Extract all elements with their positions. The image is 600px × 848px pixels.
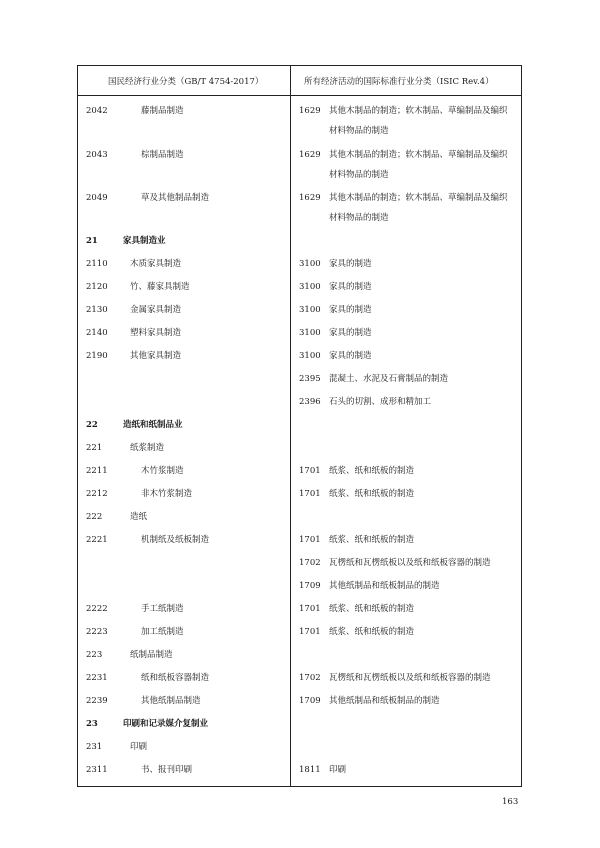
name: 木质家具制造 <box>130 259 182 269</box>
code: 231 <box>86 742 103 752</box>
name: 纸制品制造 <box>130 650 173 660</box>
isic-code: 1811 <box>299 765 321 775</box>
name: 金属家具制造 <box>130 305 182 315</box>
name: 机制纸及纸板制造 <box>141 535 210 545</box>
table-header <box>78 66 521 96</box>
name: 书、报刊印刷 <box>141 765 193 775</box>
code: 2110 <box>86 259 108 269</box>
isic-code: 1701 <box>299 466 321 476</box>
name: 其他纸制品制造 <box>141 696 201 706</box>
name: 印刷和记录媒介复制业 <box>123 719 209 729</box>
isic-name: 纸浆、纸和纸板的制造 <box>329 627 415 637</box>
isic-name: 瓦楞纸和瓦楞纸板以及纸和纸板容器的制造 <box>329 673 491 683</box>
isic-name: 家具的制造 <box>329 282 372 292</box>
page-number: 163 <box>502 797 519 807</box>
code: 2140 <box>86 328 108 338</box>
code: 2239 <box>86 696 108 706</box>
isic-code: 3100 <box>299 259 321 269</box>
isic-code: 1709 <box>299 696 321 706</box>
code: 21 <box>86 236 98 246</box>
isic-name: 家具的制造 <box>329 328 372 338</box>
isic-code: 1709 <box>299 581 321 591</box>
isic-name: 纸浆、纸和纸板的制造 <box>329 489 415 499</box>
isic-name: 瓦楞纸和瓦楞纸板以及纸和纸板容器的制造 <box>329 558 491 568</box>
name: 木竹浆制造 <box>141 466 184 476</box>
isic-code: 2395 <box>299 374 321 384</box>
code: 2043 <box>86 150 108 160</box>
isic-name: 其他纸制品和纸板制品的制造 <box>329 581 440 591</box>
isic-code: 1701 <box>299 627 321 637</box>
code: 222 <box>86 512 103 522</box>
isic-name: 家具的制造 <box>329 351 372 361</box>
name: 加工纸制造 <box>141 627 184 637</box>
name: 草及其他制品制造 <box>141 193 210 203</box>
isic-code: 2396 <box>299 397 321 407</box>
name: 纸和纸板容器制造 <box>141 673 210 683</box>
code: 2231 <box>86 673 108 683</box>
column-divider <box>290 66 291 786</box>
isic-code: 1702 <box>299 558 321 568</box>
code: 2120 <box>86 282 108 292</box>
name: 非木竹浆制造 <box>141 489 193 499</box>
code: 2212 <box>86 489 108 499</box>
isic-name: 其他纸制品和纸板制品的制造 <box>329 696 440 706</box>
name: 印刷 <box>130 742 148 752</box>
header-right: 所有经济活动的国际标准行业分类（ISIC Rev.4） <box>304 77 494 87</box>
isic-name: 家具的制造 <box>329 305 372 315</box>
isic-name: 其他木制品的制造；软木制品、草编制品及编织 <box>329 150 508 160</box>
name: 棕制品制造 <box>141 150 184 160</box>
isic-code: 1701 <box>299 489 321 499</box>
isic-code: 1701 <box>299 535 321 545</box>
name: 造纸 <box>130 512 148 522</box>
header-left: 国民经济行业分类（GB/T 4754-2017） <box>108 77 264 87</box>
isic-name: 印刷 <box>329 765 347 775</box>
code: 2221 <box>86 535 108 545</box>
isic-name: 石头的切割、成形和精加工 <box>329 397 432 407</box>
isic-code: 1702 <box>299 673 321 683</box>
code: 2222 <box>86 604 108 614</box>
code: 2130 <box>86 305 108 315</box>
code: 22 <box>86 420 98 430</box>
isic-name: 其他木制品的制造；软木制品、草编制品及编织 <box>329 106 508 116</box>
name: 其他家具制造 <box>130 351 182 361</box>
name: 纸浆制造 <box>130 443 165 453</box>
isic-name: 纸浆、纸和纸板的制造 <box>329 535 415 545</box>
isic-name-cont: 材料物品的制造 <box>329 213 389 223</box>
isic-code: 3100 <box>299 305 321 315</box>
isic-name: 家具的制造 <box>329 259 372 269</box>
isic-code: 1629 <box>299 106 321 116</box>
code: 23 <box>86 719 98 729</box>
isic-code: 1701 <box>299 604 321 614</box>
isic-code: 3100 <box>299 351 321 361</box>
name: 造纸和纸制品业 <box>123 420 183 430</box>
isic-name: 混凝土、水泥及石膏制品的制造 <box>329 374 449 384</box>
name: 塑料家具制造 <box>130 328 182 338</box>
name: 家具制造业 <box>123 236 166 246</box>
classification-table <box>77 65 522 787</box>
code: 2049 <box>86 193 108 203</box>
code: 2190 <box>86 351 108 361</box>
code: 2223 <box>86 627 108 637</box>
isic-name-cont: 材料物品的制造 <box>329 126 389 136</box>
name: 竹、藤家具制造 <box>130 282 190 292</box>
isic-name: 纸浆、纸和纸板的制造 <box>329 604 415 614</box>
code: 221 <box>86 443 103 453</box>
name: 藤制品制造 <box>141 106 184 116</box>
isic-name: 其他木制品的制造；软木制品、草编制品及编织 <box>329 193 508 203</box>
isic-code: 1629 <box>299 150 321 160</box>
code: 2042 <box>86 106 108 116</box>
name: 手工纸制造 <box>141 604 184 614</box>
isic-code: 3100 <box>299 282 321 292</box>
code: 223 <box>86 650 103 660</box>
isic-name: 纸浆、纸和纸板的制造 <box>329 466 415 476</box>
isic-code: 3100 <box>299 328 321 338</box>
isic-name-cont: 材料物品的制造 <box>329 170 389 180</box>
code: 2311 <box>86 765 108 775</box>
code: 2211 <box>86 466 108 476</box>
isic-code: 1629 <box>299 193 321 203</box>
